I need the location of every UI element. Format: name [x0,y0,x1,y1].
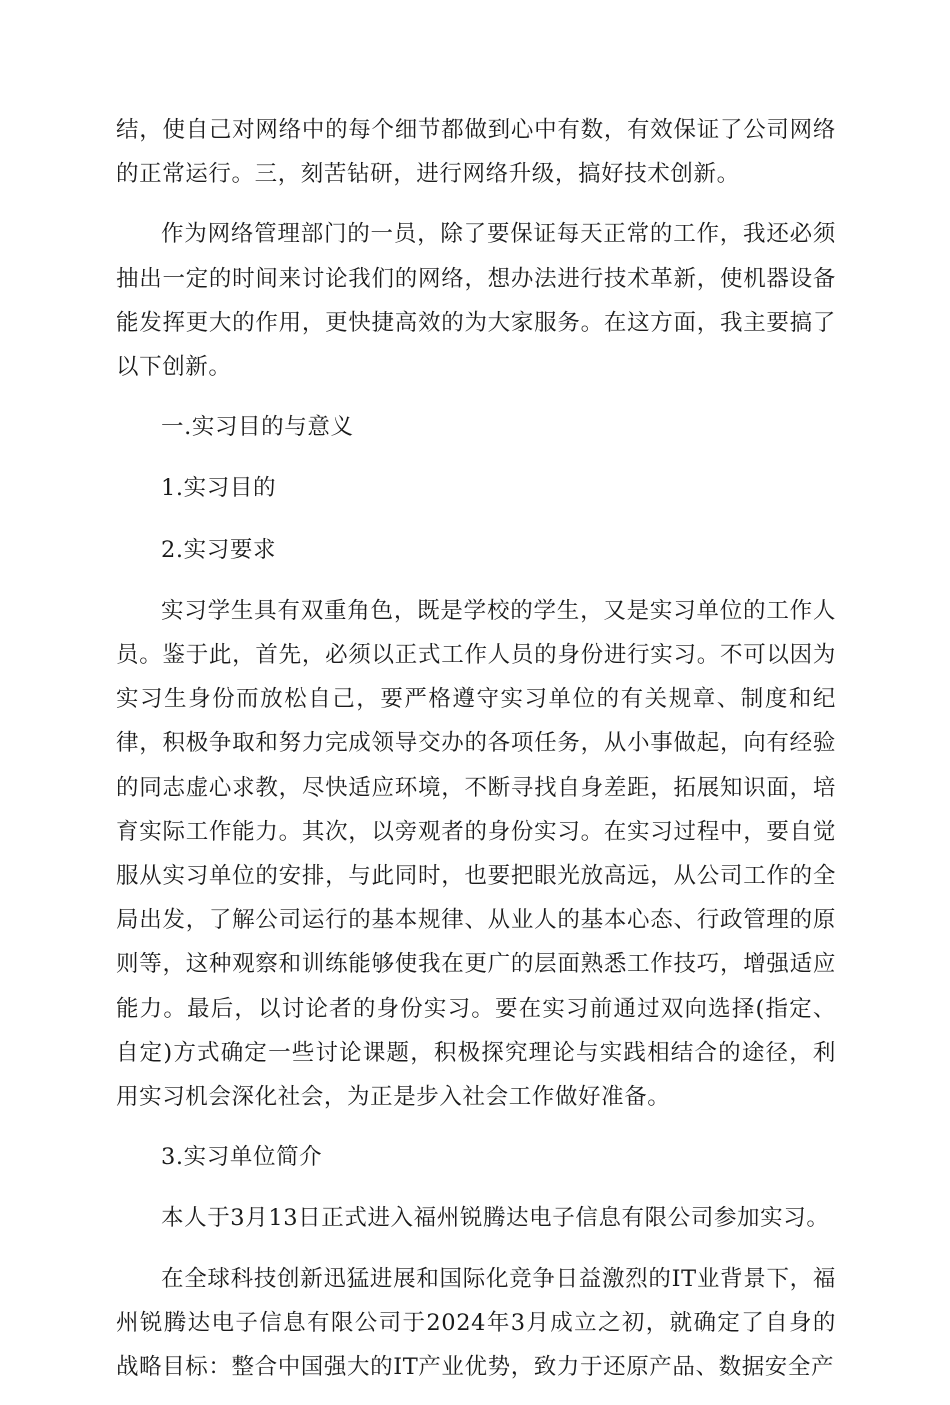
paragraph-continuation: 结，使自己对网络中的每个细节都做到心中有数，有效保证了公司网络的正常运行。三，刻苦钻研，进行网络升级，搞好技术创新。 [116,117,836,188]
paragraph-requirements: 实习学生具有双重角色，既是学校的学生，又是实习单位的工作人员。鉴于此，首先，必须以正式工作人员的身份进行实习。不可以因为实习生身份而放松自己，要严格遵守实习单位的有关规章、制度和纪律，积极争取和努力完成领导交办的各项任务，从小事做起，向有经验的同志虚心求教，尽快适应环境，不断寻找自身差距，拓展知识面，培育实际工作能力。其次，以旁观者的身份实习。在实习过程中，要自觉服从实习单位的安排，与此同时，也要把眼光放高远，从公司工作的全局出发，了解公司运行的基本规律、从业人的基本心态、行政管理的原则等，这种观察和训练能够使我在更广的层面熟悉工作技巧，增强适应能力。最后，以讨论者的身份实习。要在实习前通过双向选择(指定、自定)方式确定一些讨论课题，积极探究理论与实践相结合的途径，利用实习机会深化社会，为正是步入社会工作做好准备。 [116,597,836,1111]
paragraph-company-background: 在全球科技创新迅猛进展和国际化竞争日益激烈的IT业背景下，福州锐腾达电子信息有限公司于2024年3月成立之初，就确定了自身的战略目标：整合中国强大的IT产业优势，致力于还原产品、数据安全产 [116,1265,836,1381]
subheading-purpose: 1.实习目的 [161,475,277,502]
paragraph-start-date: 本人于3月13日正式进入福州锐腾达电子信息有限公司参加实习。 [161,1205,830,1232]
subheading-company-intro: 3.实习单位简介 [161,1144,323,1171]
subheading-requirements: 2.实习要求 [161,536,277,563]
document-body [116,108,836,1405]
paragraph-network-innovation: 作为网络管理部门的一员，除了要保证每天正常的工作，我还必须抽出一定的时间来讨论我们的网络，想办法进行技术革新，使机器设备能发挥更大的作用，更快捷高效的为大家服务。在这方面，我主要搞了以下创新。 [116,221,836,381]
section-heading-purpose: 一.实习目的与意义 [161,414,354,441]
